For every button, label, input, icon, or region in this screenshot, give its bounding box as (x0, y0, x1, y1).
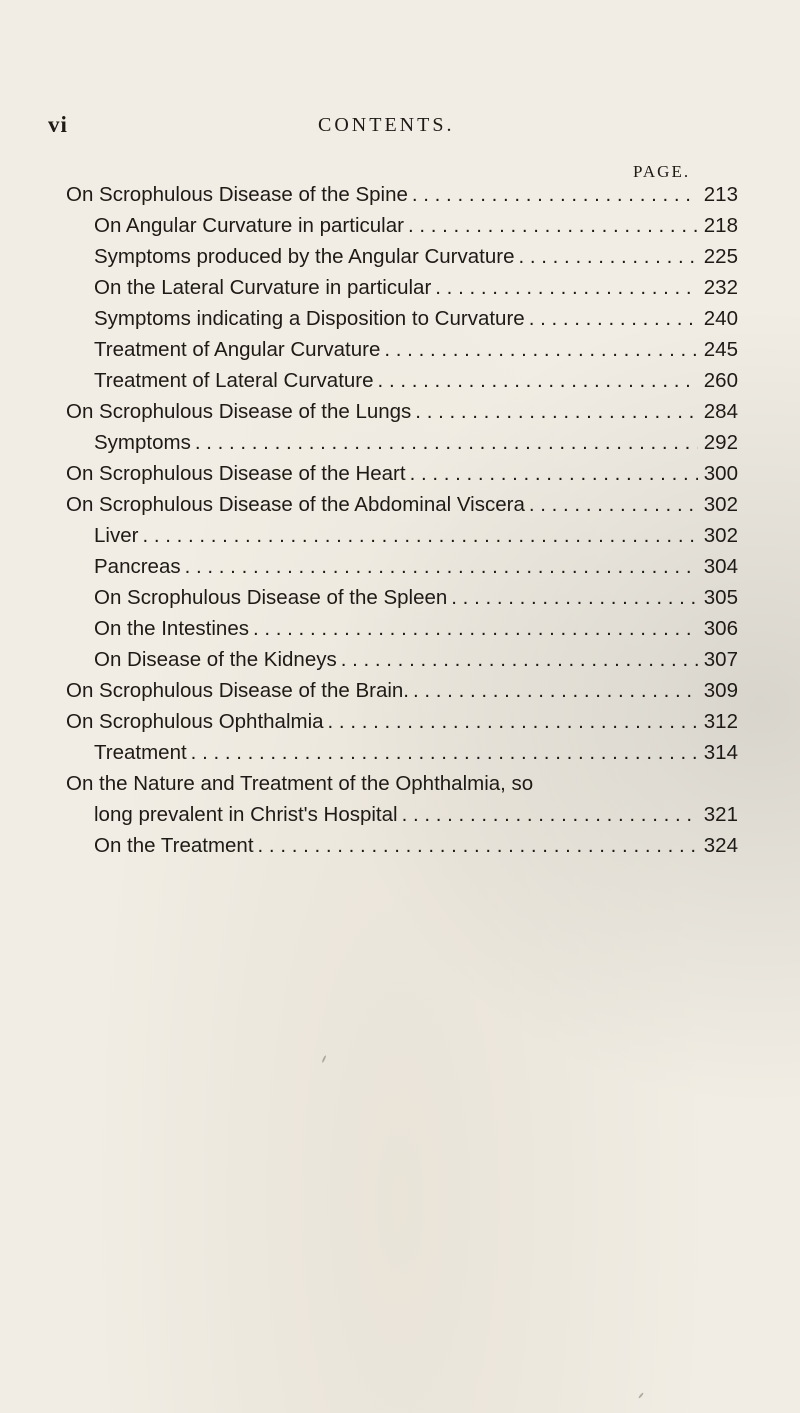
toc-entry-page: 300 (703, 462, 738, 485)
dot-leader (185, 552, 698, 582)
dot-leader (328, 707, 698, 737)
toc-entry (94, 831, 738, 861)
toc-entry-title: On Angular Curvature in particular (94, 214, 404, 237)
toc-entry (66, 490, 738, 520)
dot-leader (341, 645, 698, 675)
dot-leader (258, 831, 698, 861)
dot-leader (410, 459, 698, 489)
running-head (48, 112, 728, 142)
toc-entry-page: 213 (703, 183, 738, 206)
toc-entry-page: 306 (703, 617, 738, 640)
toc-entry (94, 304, 738, 334)
toc-entry (94, 211, 738, 241)
toc-entry (66, 707, 738, 737)
toc-entry (66, 459, 738, 489)
toc-entry-title: Treatment of Lateral Curvature (94, 369, 374, 392)
toc-entry-title: Treatment (94, 741, 187, 764)
page-column-label: PAGE. (633, 162, 691, 181)
page-number: vi (48, 112, 68, 137)
toc-entry-title: On Scrophulous Disease of the Spine (66, 183, 408, 206)
toc-entry-page: 312 (703, 710, 738, 733)
toc-entry (94, 335, 738, 365)
toc-entry (94, 521, 738, 551)
dot-leader (191, 738, 698, 768)
toc-entry (94, 645, 738, 675)
dot-leader (412, 180, 698, 210)
dot-leader (378, 366, 698, 396)
toc-entry-page: 324 (703, 834, 738, 857)
toc-entry-title: On the Lateral Curvature in particular (94, 276, 432, 299)
paper-speck (321, 1055, 326, 1063)
dot-leader (142, 521, 698, 551)
toc-entry-page: 321 (703, 803, 738, 826)
toc-entry-page: 245 (703, 338, 738, 361)
toc-entry-title: Symptoms indicating a Disposition to Curvature (94, 307, 525, 330)
toc-entry-page: 292 (703, 431, 738, 454)
toc-entry-page: 304 (703, 555, 738, 578)
dot-leader (518, 242, 698, 272)
dot-leader (451, 583, 698, 613)
toc-entry-page: 305 (703, 586, 738, 609)
dot-leader (415, 397, 698, 427)
toc-entry-title: On Scrophulous Disease of the Brain. (66, 679, 409, 702)
dot-leader (253, 614, 698, 644)
toc-entry-page: 302 (703, 524, 738, 547)
toc-entry (94, 552, 738, 582)
toc-entry-title: On the Treatment (94, 834, 254, 857)
toc-entry-title: On Scrophulous Ophthalmia (66, 710, 324, 733)
toc-entry (94, 273, 738, 303)
toc-entry (94, 583, 738, 613)
paper-speck (638, 1392, 644, 1399)
toc-entry-title: On the Intestines (94, 617, 249, 640)
toc-entry-title: On Scrophulous Disease of the Lungs (66, 400, 412, 423)
toc-entry (94, 428, 738, 458)
dot-leader (408, 211, 698, 241)
toc-entry-title: On Disease of the Kidneys (94, 648, 337, 671)
dot-leader (529, 490, 698, 520)
toc-entry-title-line: On the Nature and Treatment of the Ophthalmia, so (66, 772, 534, 795)
toc-entry (66, 676, 738, 706)
toc-entry-page: 314 (703, 741, 738, 764)
dot-leader (413, 676, 698, 706)
toc-entry (94, 366, 738, 396)
dot-leader (402, 800, 698, 830)
toc-entry-title: Liver (94, 524, 139, 547)
toc-entry (94, 614, 738, 644)
toc-entry-page: 260 (703, 369, 738, 392)
toc-entry-page: 307 (703, 648, 738, 671)
toc-entry-page: 218 (703, 214, 738, 237)
toc-entry-page: 302 (703, 493, 738, 516)
toc-entry-title: Symptoms (94, 431, 191, 454)
toc-entry (66, 180, 738, 210)
dot-leader (435, 273, 698, 303)
toc-entry-page: 240 (703, 307, 738, 330)
toc-entry-title: Symptoms produced by the Angular Curvature (94, 245, 515, 268)
running-title: CONTENTS. (318, 114, 455, 136)
toc-entry-page: 284 (703, 400, 738, 423)
toc-entry (94, 800, 738, 830)
toc-entry-title: On Scrophulous Disease of the Spleen (94, 586, 448, 609)
dot-leader (529, 304, 698, 334)
dot-leader (195, 428, 698, 458)
toc-entry-title: Pancreas (94, 555, 181, 578)
toc-entry (94, 242, 738, 272)
toc-entry-title: long prevalent in Christ's Hospital (94, 803, 398, 826)
toc-entry-title: On Scrophulous Disease of the Abdominal Viscera (66, 493, 525, 516)
toc-entry (94, 738, 738, 768)
toc-entry (66, 397, 738, 427)
toc-entry-page: 309 (703, 679, 738, 702)
toc-entry-page: 225 (703, 245, 738, 268)
toc-entry-title: On Scrophulous Disease of the Heart (66, 462, 406, 485)
toc-entry-page: 232 (703, 276, 738, 299)
toc-entry-title: Treatment of Angular Curvature (94, 338, 381, 361)
dot-leader (384, 335, 698, 365)
